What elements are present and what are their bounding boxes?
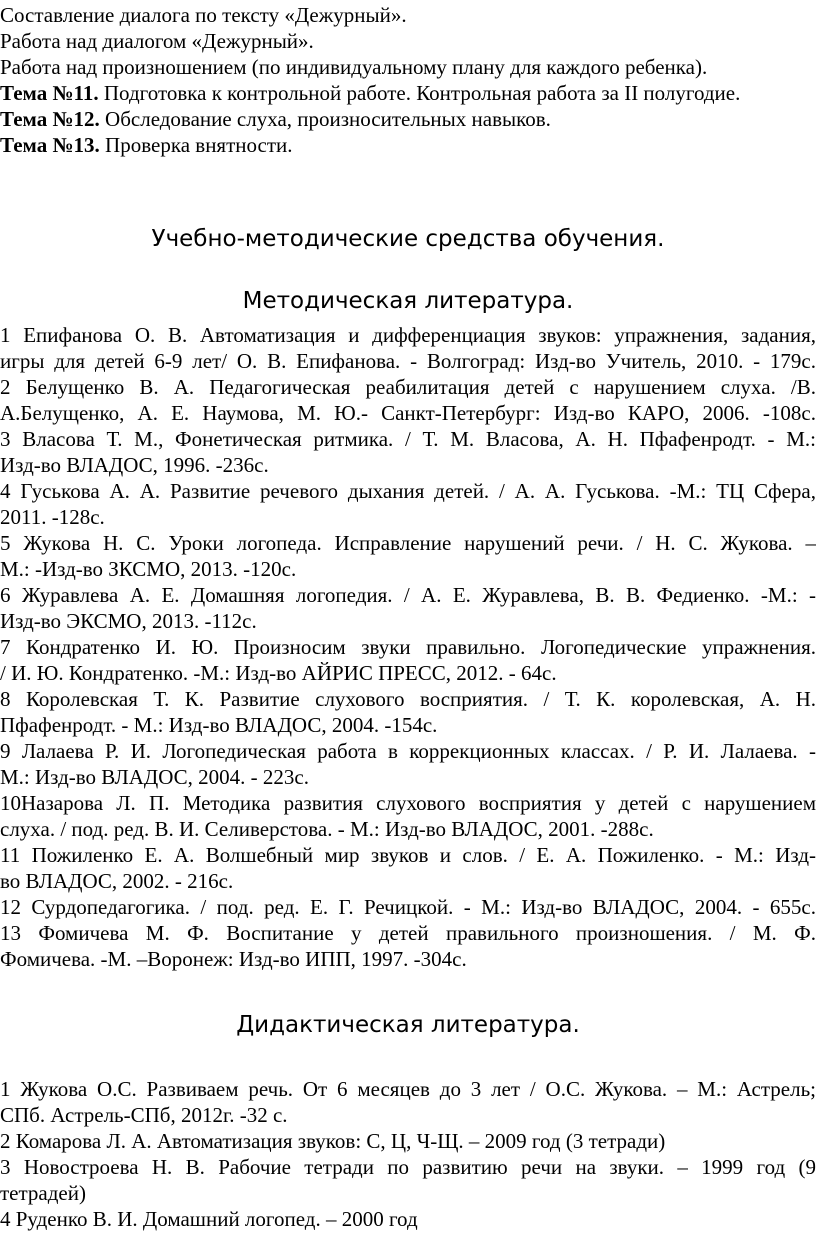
topic-label: Тема №13.: [0, 133, 100, 157]
reference-line: 9 Лалаева Р. И. Логопедическая работа в коррекционных классах. / Р. И. Лалаева. -: [0, 739, 816, 763]
reference-line: 3 Новостроева Н. В. Рабочие тетради по развитию речи на звуки. – 1999 год (9: [0, 1155, 816, 1179]
reference-line: 4 Руденко В. И. Домашний логопед. – 2000 год: [0, 1207, 418, 1231]
reference-line: 2 Белущенко В. А. Педагогическая реабилитация детей с нарушением слуха. /В.: [0, 375, 816, 399]
topic-label: Тема №12.: [0, 107, 100, 131]
reference-line: А.Белущенко, А. Е. Наумова, М. Ю.- Санкт-Петербург: Изд-во КАРО, 2006. -108с.: [0, 401, 816, 425]
reference-line: тетрадей): [0, 1181, 86, 1205]
reference-line: 1 Епифанова О. В. Автоматизация и дифференциация звуков: упражнения, задания,: [0, 323, 816, 347]
reference-line: во ВЛАДОС, 2002. - 216с.: [0, 869, 234, 893]
reference-line: 3 Власова Т. М., Фонетическая ритмика. / Т. М. Власова, А. Н. Пфафенродт. - М.:: [0, 427, 816, 451]
reference-line: 11 Пожиленко Е. А. Волшебный мир звуков и слов. / Е. А. Пожиленко. - М.: Изд-: [0, 843, 816, 867]
reference-line: игры для детей 6-9 лет/ О. В. Епифанова. - Волгоград: Изд-во Учитель, 2010. - 179с.: [0, 349, 816, 373]
reference-line: / И. Ю. Кондратенко. -М.: Изд-во АЙРИС ПРЕСС, 2012. - 64с.: [0, 661, 557, 685]
reference-line: 8 Королевская Т. К. Развитие слухового восприятия. / Т. К. королевская, А. Н.: [0, 687, 816, 711]
reference-line: 1 Жукова О.С. Развиваем речь. От 6 месяцев до 3 лет / О.С. Жукова. – М.: Астрель;: [0, 1077, 816, 1101]
reference-line: 2 Комарова Л. А. Автоматизация звуков: С, Ц, Ч-Щ. – 2009 год (3 тетради): [0, 1129, 666, 1153]
reference-line: Фомичева. -М. –Воронеж: Изд-во ИПП, 1997. -304с.: [0, 947, 467, 971]
reference-line: Пфафенродт. - М.: Изд-во ВЛАДОС, 2004. -154с.: [0, 713, 438, 737]
reference-line: 6 Журавлева А. Е. Домашняя логопедия. / А. Е. Журавлева, В. В. Федиенко. -М.: -: [0, 583, 816, 607]
reference-line: СПб. Астрель-СПб, 2012г. -32 с.: [0, 1103, 288, 1127]
reference-line: 13 Фомичева М. Ф. Воспитание у детей правильного произношения. / М. Ф.: [0, 921, 816, 945]
reference-line: М.: -Изд-во ЗКСМО, 2013. -120с.: [0, 557, 297, 581]
topic-text: Подготовка к контрольной работе. Контрольная работа за II полугодие.: [98, 81, 741, 105]
reference-line: 2011. -128с.: [0, 505, 105, 529]
reference-line: 4 Гуськова А. А. Развитие речевого дыхания детей. / А. А. Гуськова. -М.: ТЦ Сфера,: [0, 479, 816, 503]
intro-line: Работа над диалогом «Дежурный».: [0, 29, 314, 53]
reference-line: 10Назарова Л. П. Методика развития слухового восприятия у детей с нарушением: [0, 791, 816, 815]
intro-line: Работа над произношением (по индивидуальному плану для каждого ребенка).: [0, 55, 708, 79]
reference-line: Изд-во ВЛАДОС, 1996. -236с.: [0, 453, 269, 477]
intro-line: Составление диалога по тексту «Дежурный».: [0, 3, 407, 27]
topic-text: Обследование слуха, произносительных навыков.: [99, 107, 551, 131]
topic-line: [0, 132, 816, 158]
reference-line: 12 Сурдопедагогика. / под. ред. Е. Г. Речицкой. - М.: Изд-во ВЛАДОС, 2004. - 655с.: [0, 895, 816, 919]
reference-line: Изд-во ЭКСМО, 2013. -112с.: [0, 609, 257, 633]
topic-line: [0, 80, 816, 106]
reference-line: слуха. / под. ред. В. И. Селиверстова. - М.: Изд-во ВЛАДОС, 2001. -288с.: [0, 817, 654, 841]
reference-line: М.: Изд-во ВЛАДОС, 2004. - 223с.: [0, 765, 309, 789]
topic-label: Тема №11.: [0, 81, 99, 105]
reference-line: 7 Кондратенко И. Ю. Произносим звуки правильно. Логопедические упражнения.: [0, 635, 816, 659]
topic-text: Проверка внятности.: [99, 133, 293, 157]
topic-line: [0, 106, 816, 132]
didactic-title: Дидактическая литература.: [236, 1012, 580, 1038]
reference-line: 5 Жукова Н. С. Уроки логопеда. Исправление нарушений речи. / Н. С. Жукова. –: [0, 531, 816, 555]
section-title: Учебно-методические средства обучения.: [151, 226, 665, 252]
methodical-title: Методическая литература.: [242, 288, 574, 314]
